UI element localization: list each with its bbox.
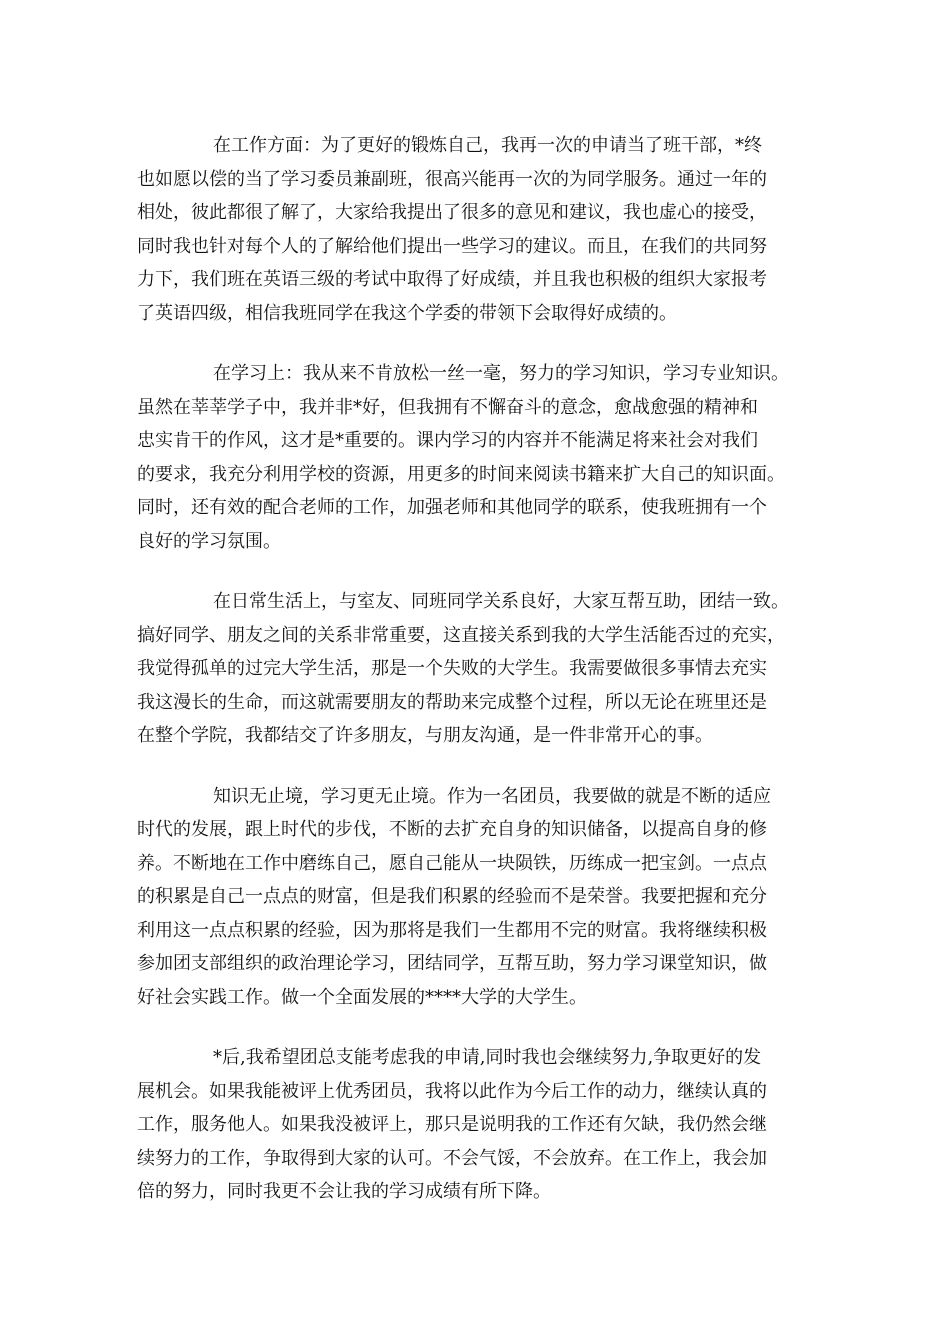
paragraph-knowledge: [137, 780, 827, 1015]
paragraph-study: [137, 357, 827, 558]
paragraph-conclusion: [137, 1041, 827, 1209]
text-line: 参加团支部组织的政治理论学习，团结同学，互帮互助，努力学习课堂知识，做: [137, 953, 767, 974]
text-line: 搞好同学、朋友之间的关系非常重要，这直接关系到我的大学生活能否过的充实，: [137, 624, 785, 646]
text-line: 在工作方面：为了更好的锻炼自己，我再一次的申请当了班干部，*终: [213, 135, 762, 156]
text-line: 展机会。如果我能被评上优秀团员，我将以此作为今后工作的动力，继续认真的: [137, 1080, 767, 1102]
text-line: 力下，我们班在英语三级的考试中取得了好成绩，并且我也积极的组织大家报考: [137, 269, 767, 290]
text-line: 在整个学院，我都结交了许多朋友，与朋友沟通，是一件非常开心的事。: [137, 725, 713, 746]
text-line: 我觉得孤单的过完大学生活，那是一个失败的大学生。我需要做很多事情去充实: [137, 658, 767, 679]
text-line: 好社会实践工作。做一个全面发展的****大学的大学生。: [137, 986, 587, 1008]
paragraph-work: [137, 129, 827, 330]
text-line: 时代的发展，跟上时代的步伐，不断的去扩充自身的知识储备，以提高自身的修: [137, 819, 767, 840]
text-line: 了英语四级，相信我班同学在我这个学委的带领下会取得好成绩的。: [137, 302, 677, 324]
text-line: 也如愿以偿的当了学习委员兼副班，很高兴能再一次的为同学服务。通过一年的: [137, 168, 767, 190]
text-line: 同时我也针对每个人的了解给他们提出一些学习的建议。而且，在我们的共同努: [137, 235, 767, 257]
paragraph-daily-life: [137, 585, 827, 753]
text-line: 的要求，我充分利用学校的资源，用更多的时间来阅读书籍来扩大自己的知识面。: [137, 463, 785, 485]
text-line: 的积累是自己一点点的财富，但是我们积累的经验而不是荣誉。我要把握和充分: [137, 886, 767, 907]
text-line: 我这漫长的生命，而这就需要朋友的帮助来完成整个过程，所以无论在班里还是: [137, 691, 767, 713]
text-line: 虽然在莘莘学子中，我并非*好，但我拥有不懈奋斗的意念，愈战愈强的精神和: [137, 396, 758, 418]
text-line: 忠实肯干的作风，这才是*重要的。课内学习的内容并不能满足将来社会对我们: [137, 430, 758, 451]
text-line: 养。不断地在工作中磨练自己，愿自己能从一块陨铁，历练成一把宝剑。一点点: [137, 852, 767, 874]
text-line: 相处，彼此都很了解了，大家给我提出了很多的意见和建议，我也虚心的接受，: [137, 202, 767, 223]
text-line: 同时，还有效的配合老师的工作，加强老师和其他同学的联系，使我班拥有一个: [137, 497, 767, 518]
text-line: 良好的学习氛围。: [137, 530, 281, 552]
text-line: 工作，服务他人。如果我没被评上，那只是说明我的工作还有欠缺，我仍然会继: [137, 1114, 767, 1135]
document-body: [137, 129, 827, 1236]
text-line: 倍的努力，同时我更不会让我的学习成绩有所下降。: [137, 1181, 551, 1202]
text-line: *后,我希望团总支能考虑我的申请,同时我也会继续努力,争取更好的发: [213, 1047, 762, 1068]
text-line: 在日常生活上，与室友、同班同学关系良好，大家互帮互助，团结一致。: [213, 591, 789, 612]
text-line: 知识无止境，学习更无止境。作为一名团员，我要做的就是不断的适应: [213, 785, 771, 807]
text-line: 利用这一点点积累的经验，因为那将是我们一生都用不完的财富。我将继续积极: [137, 919, 767, 941]
text-line: 续努力的工作，争取得到大家的认可。不会气馁，不会放弃。在工作上，我会加: [137, 1147, 767, 1169]
text-line: 在学习上：我从来不肯放松一丝一毫，努力的学习知识，学习专业知识。: [213, 363, 789, 384]
